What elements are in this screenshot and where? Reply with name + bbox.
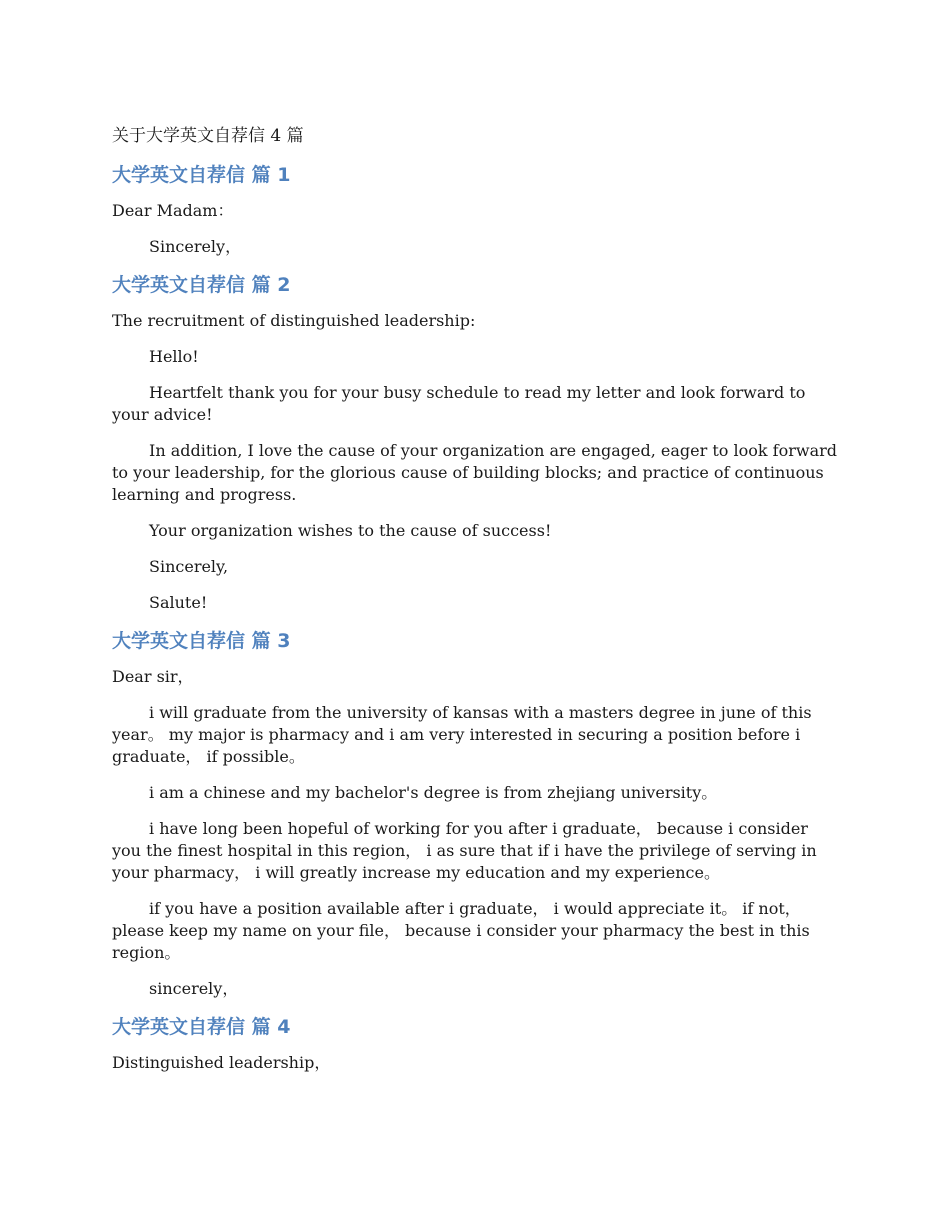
paragraph: Heartfelt thank you for your busy schedule to read my letter and look forward to your advice!	[112, 383, 806, 424]
document-page	[112, 124, 838, 1088]
letter-section	[112, 1014, 838, 1074]
letter-section	[112, 272, 838, 614]
paragraph: Sincerely，	[149, 237, 242, 256]
paragraph: Dear sir，	[112, 667, 194, 686]
paragraph: Your organization wishes to the cause of success!	[149, 521, 552, 540]
paragraph: Salute!	[149, 593, 208, 612]
paragraph: Dear Madam：	[112, 201, 234, 220]
paragraph: i am a chinese and my bachelor's degree is from zhejiang university。	[149, 783, 718, 802]
section-heading: 大学英文自荐信 篇 3	[112, 630, 291, 652]
paragraph: i will graduate from the university of kansas with a masters degree in june of this year。 my major is pharmacy and i am very interested in securing a position before i graduate， if possible。	[112, 703, 812, 766]
paragraph: Sincerely,	[149, 557, 229, 576]
section-heading: 大学英文自荐信 篇 4	[112, 1016, 291, 1038]
section-heading: 大学英文自荐信 篇 2	[112, 274, 291, 296]
paragraph: Distinguished leadership，	[112, 1053, 331, 1072]
paragraph: The recruitment of distinguished leadership:	[112, 311, 476, 330]
section-heading: 大学英文自荐信 篇 1	[112, 164, 291, 186]
document-title: 关于大学英文自荐信 4 篇	[112, 126, 304, 146]
paragraph: Hello!	[149, 347, 199, 366]
paragraph: sincerely，	[149, 979, 239, 998]
paragraph: In addition, I love the cause of your organization are engaged, eager to look forward to your leadership, for the glorious cause of building blocks; and practice of continuous learning and progress.	[112, 441, 838, 504]
paragraph: if you have a position available after i graduate， i would appreciate it。 if not，please keep my name on your file， because i consider your pharmacy the best in this region。	[112, 899, 810, 962]
paragraph: i have long been hopeful of working for you after i graduate， because i consider you the finest hospital in this region， i as sure that if i have the privilege of serving in your pharmacy， i will greatly increase my education and my experience。	[112, 819, 817, 882]
letter-section	[112, 628, 838, 1000]
document-body	[112, 162, 838, 1074]
letter-section	[112, 162, 838, 258]
